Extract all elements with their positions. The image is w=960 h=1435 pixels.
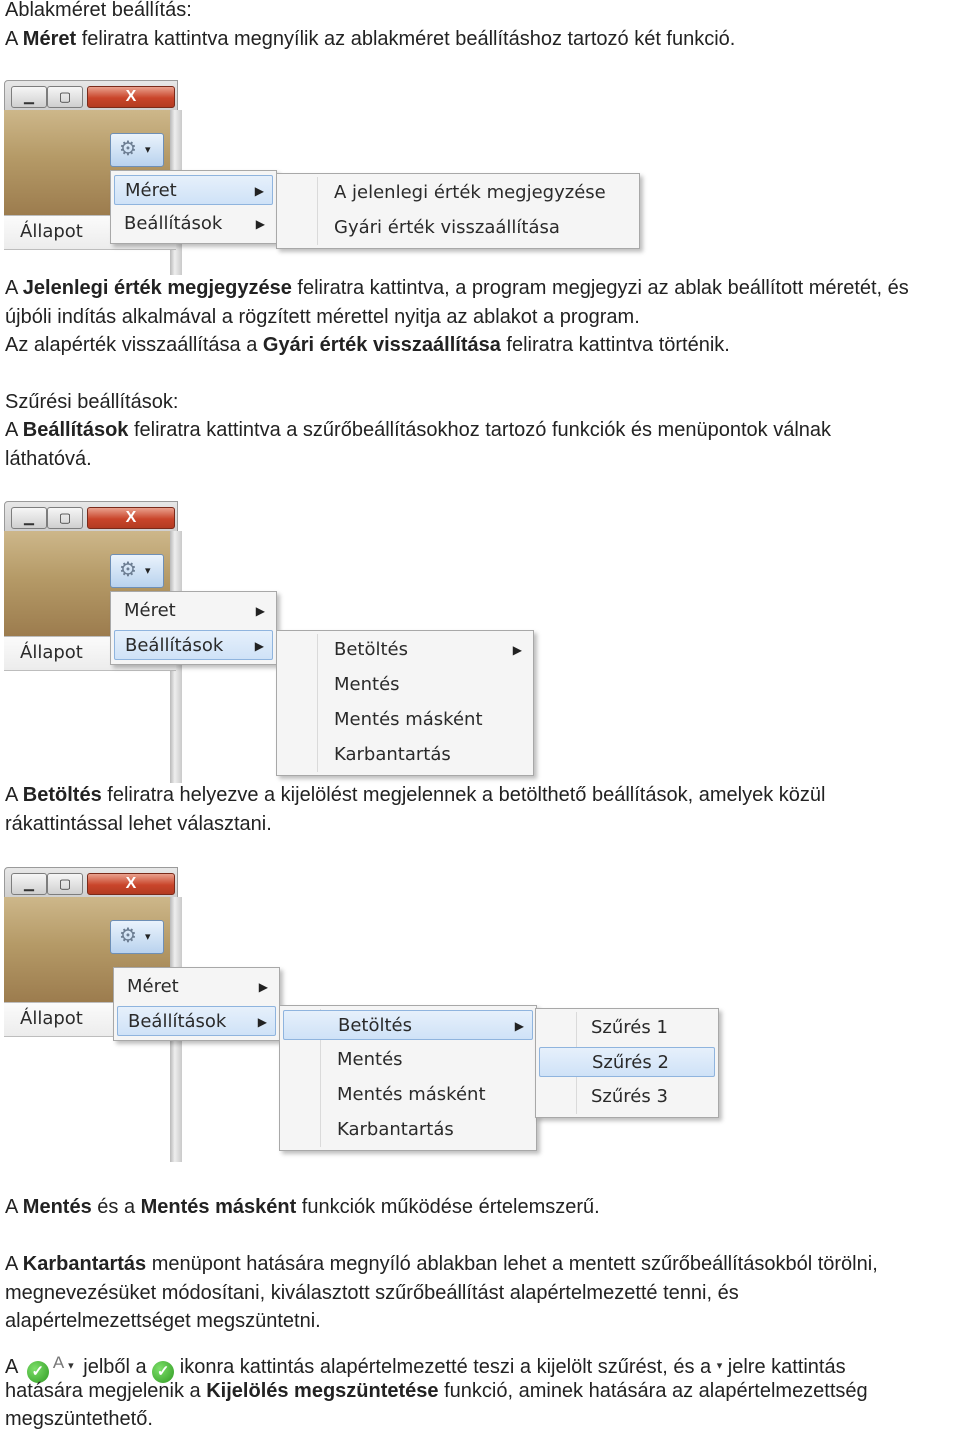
menu-item-load[interactable]: Betöltés ▶ bbox=[283, 1010, 533, 1040]
menu-item-settings[interactable]: Beállítások ▶ bbox=[114, 630, 273, 660]
screenshot-settings-menu bbox=[4, 501, 539, 783]
menu-item-filter-3[interactable]: Szűrés 3 bbox=[591, 1086, 668, 1107]
submenu-arrow-icon: ▶ bbox=[255, 217, 265, 231]
menu-item-size[interactable]: Méret ▶ bbox=[114, 175, 273, 205]
menu-item-filter-1[interactable]: Szűrés 1 bbox=[591, 1017, 668, 1038]
green-check-icon: ✓ bbox=[27, 1361, 49, 1383]
menu-item-save[interactable]: Mentés bbox=[334, 674, 400, 695]
screenshot-load-menu bbox=[4, 867, 724, 1162]
submenu-arrow-icon: ▶ bbox=[254, 639, 264, 653]
current-value-description-2: újbóli indítás alkalmával a rögzített mérettel nyitja az ablakot a program. bbox=[5, 306, 640, 328]
settings-gear-button[interactable] bbox=[110, 920, 164, 954]
maximize-button[interactable]: ▢ bbox=[47, 86, 83, 108]
window-titlebar bbox=[4, 867, 178, 899]
status-label: Állapot bbox=[20, 1008, 83, 1029]
menu-item-remember-current[interactable]: A jelenlegi érték megjegyzése bbox=[334, 182, 606, 203]
maximize-button[interactable]: ▢ bbox=[47, 873, 83, 895]
main-menu bbox=[110, 170, 277, 244]
chevron-down-icon: ▾ bbox=[145, 931, 151, 943]
close-button[interactable]: X bbox=[87, 507, 175, 529]
letter-a-icon: A bbox=[52, 1353, 65, 1372]
reset-description: Az alapérték visszaállítása a Gyári érték visszaállítása feliratra kattintva történik. bbox=[5, 334, 730, 356]
icon-description-2: hatására megjelenik a Kijelölés megszüntetése funkció, aminek hatására az alapértelmezettség bbox=[5, 1380, 868, 1402]
submenu-arrow-icon: ▶ bbox=[254, 184, 264, 198]
minimize-button[interactable]: ▁ bbox=[11, 507, 47, 529]
chevron-down-icon: ▾ bbox=[145, 144, 151, 156]
filter-description: A Beállítások feliratra kattintva a szűrőbeállításokhoz tartozó funkciók és menüpontok válnak bbox=[5, 419, 832, 441]
chevron-down-icon: ▾ bbox=[68, 1360, 74, 1372]
settings-submenu bbox=[276, 630, 534, 776]
window-titlebar bbox=[4, 501, 178, 533]
menu-item-factory-reset[interactable]: Gyári érték visszaállítása bbox=[334, 217, 560, 238]
settings-submenu bbox=[279, 1005, 537, 1151]
maintenance-description-2: megnevezésüket módosítani, kiválasztott szűrőbeállítást alapértelmezetté tenni, és bbox=[5, 1282, 739, 1304]
green-check-icon: ✓ bbox=[152, 1361, 174, 1383]
menu-item-save[interactable]: Mentés bbox=[337, 1049, 403, 1070]
settings-gear-button[interactable] bbox=[110, 554, 164, 588]
size-section-title: Ablakméret beállítás: bbox=[5, 0, 192, 21]
main-menu bbox=[110, 591, 277, 665]
submenu-arrow-icon: ▶ bbox=[512, 643, 522, 657]
menu-item-settings[interactable]: Beállítások ▶ bbox=[114, 209, 273, 239]
window-titlebar bbox=[4, 80, 178, 112]
close-button[interactable]: X bbox=[87, 873, 175, 895]
filter-section-title: Szűrési beállítások: bbox=[5, 391, 179, 413]
close-button[interactable]: X bbox=[87, 86, 175, 108]
menu-item-save-as[interactable]: Mentés másként bbox=[337, 1084, 486, 1105]
size-submenu bbox=[276, 173, 640, 249]
submenu-arrow-icon: ▶ bbox=[258, 980, 268, 994]
submenu-arrow-icon: ▶ bbox=[257, 1015, 267, 1029]
icon-description: A ✓ A ▾ jelből a ✓ ikonra kattintás alapértelmezetté teszi a kijelölt szűrést, és a ▾ jelre kattintás bbox=[5, 1348, 960, 1383]
menu-item-save-as[interactable]: Mentés másként bbox=[334, 709, 483, 730]
submenu-arrow-icon: ▶ bbox=[255, 604, 265, 618]
main-menu bbox=[113, 967, 280, 1041]
load-submenu bbox=[535, 1008, 719, 1118]
chevron-down-icon: ▾ bbox=[145, 565, 151, 577]
menu-item-size[interactable]: Méret ▶ bbox=[114, 596, 273, 626]
size-description: A Méret feliratra kattintva megnyílik az ablakméret beállításhoz tartozó két funkció. bbox=[5, 28, 736, 50]
filter-description-2: láthatóvá. bbox=[5, 448, 92, 470]
gear-icon: ⚙ bbox=[119, 559, 137, 581]
load-description-2: rákattintással lehet választani. bbox=[5, 813, 272, 835]
chevron-down-icon: ▾ bbox=[716, 1360, 723, 1372]
menu-item-size[interactable]: Méret ▶ bbox=[117, 972, 276, 1002]
load-description: A Betöltés feliratra helyezve a kijelölést megjelennek a betölthető beállítások, amelyek közül bbox=[5, 784, 826, 806]
screenshot-size-menu bbox=[4, 80, 644, 275]
maximize-button[interactable]: ▢ bbox=[47, 507, 83, 529]
gear-icon: ⚙ bbox=[119, 138, 137, 160]
menu-item-maintenance[interactable]: Karbantartás bbox=[337, 1119, 454, 1140]
icon-description-3: megszüntethető. bbox=[5, 1408, 153, 1430]
minimize-button[interactable]: ▁ bbox=[11, 86, 47, 108]
menu-item-maintenance[interactable]: Karbantartás bbox=[334, 744, 451, 765]
gear-icon: ⚙ bbox=[119, 925, 137, 947]
maintenance-description-3: alapértelmezettséget megszüntetni. bbox=[5, 1310, 321, 1332]
save-description: A Mentés és a Mentés másként funkciók működése értelemszerű. bbox=[5, 1196, 600, 1218]
maintenance-description: A Karbantartás menüpont hatására megnyíló ablakban lehet a mentett szűrőbeállításokból törölni, bbox=[5, 1253, 878, 1275]
menu-item-filter-2[interactable]: Szűrés 2 bbox=[539, 1047, 715, 1077]
status-label: Állapot bbox=[20, 642, 83, 663]
minimize-button[interactable]: ▁ bbox=[11, 873, 47, 895]
current-value-description: A Jelenlegi érték megjegyzése feliratra kattintva, a program megjegyzi az ablak beállított méretét, és bbox=[5, 277, 909, 299]
status-label: Állapot bbox=[20, 221, 83, 242]
settings-gear-button[interactable] bbox=[110, 133, 164, 167]
submenu-arrow-icon: ▶ bbox=[514, 1019, 524, 1033]
menu-item-load[interactable]: Betöltés ▶ bbox=[280, 635, 530, 665]
menu-item-settings[interactable]: Beállítások ▶ bbox=[117, 1006, 276, 1036]
